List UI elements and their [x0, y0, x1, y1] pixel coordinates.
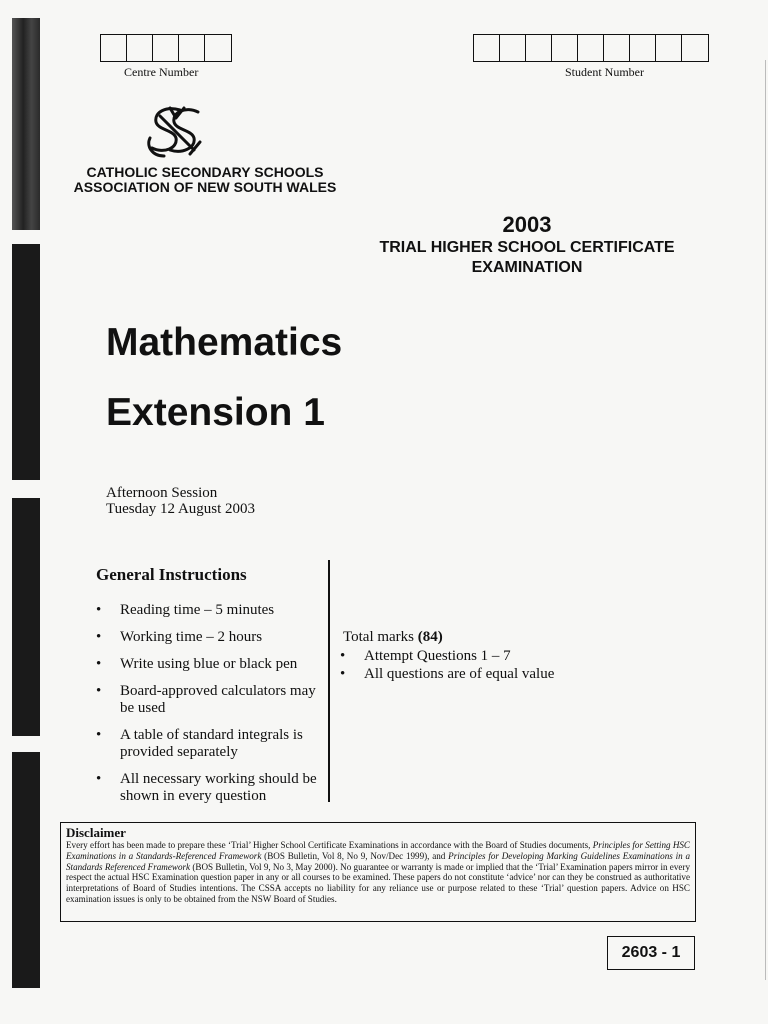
instruction-item: [96, 629, 328, 646]
instruction-line: • All necessary working should be: [120, 771, 317, 787]
instruction-line: be used: [120, 700, 166, 716]
number-box[interactable]: [153, 35, 179, 61]
instruction-item: [96, 602, 328, 619]
disclaimer-heading: Disclaimer: [66, 825, 126, 840]
student-number-label: Student Number: [565, 65, 644, 79]
total-marks-label: Total marks: [343, 629, 415, 645]
disclaimer-text-3: (BOS Bulletin, Vol 9, No 3, May 2000). No guarantee or warranty is made or implied that the ‘Trial’ Examination papers mirror in every respect the actual HSC Examination question paper in any or all courses to be examined. These papers do not constitute ‘advice’ nor can they be construed as authoritative interpretations of Board of Studies intentions. The CSSA accepts no liability for any reliance use or purpose related to these ‘Trial’ question papers. Advice on HSC examination issues is only to be obtained from the NSW Board of Studies.: [66, 861, 690, 904]
number-box[interactable]: [682, 35, 708, 61]
number-box[interactable]: [101, 35, 127, 61]
number-box[interactable]: [205, 35, 231, 61]
disclaimer-text-2: (BOS Bulletin, Vol 8, No 9, Nov/Dec 1999), and: [261, 850, 449, 861]
subject-line-2: Extension 1: [106, 391, 325, 434]
column-divider: [328, 560, 330, 802]
association-line-2: ASSOCIATION OF NEW SOUTH WALES: [73, 179, 337, 195]
instruction-line: • Write using blue or black pen: [120, 656, 298, 672]
session-label: Afternoon Session: [106, 485, 218, 501]
instruction-item: [96, 727, 328, 761]
cssa-logo-icon: [140, 102, 212, 162]
instruction-item: [96, 683, 328, 717]
subject-line-1: Mathematics: [106, 321, 343, 364]
disclaimer-text: [66, 840, 690, 905]
disclaimer-doc-1: Principles for Setting HSC Examinations in a Standards-Referenced Framework: [66, 840, 690, 861]
student-number-boxes[interactable]: [473, 34, 709, 62]
subject-title: [106, 308, 342, 448]
exam-title-line-1: TRIAL HIGHER SCHOOL CERTIFICATE: [379, 239, 675, 256]
number-box[interactable]: [500, 35, 526, 61]
scan-edge-top: [12, 18, 40, 230]
disclaimer-box: [60, 822, 696, 922]
number-box[interactable]: [604, 35, 630, 61]
instruction-item: [96, 656, 328, 673]
total-marks-item: • Attempt Questions 1 – 7: [340, 647, 670, 665]
number-box[interactable]: [656, 35, 682, 61]
general-instructions-heading: General Instructions: [96, 565, 247, 584]
exam-date: Tuesday 12 August 2003: [106, 501, 256, 517]
exam-heading: [330, 212, 724, 278]
centre-number-label: Centre Number: [124, 65, 199, 79]
total-marks-list: [340, 647, 670, 683]
instruction-item: [96, 771, 328, 805]
number-box[interactable]: [474, 35, 500, 61]
scan-edge-right: [765, 60, 766, 980]
general-instructions-list: [96, 602, 328, 815]
number-box[interactable]: [578, 35, 604, 61]
number-box[interactable]: [179, 35, 205, 61]
total-marks-value: (84): [417, 629, 443, 645]
disclaimer-doc-2: Principles for Developing Marking Guidelines Examinations in a Standards Referenced Framework: [66, 850, 690, 872]
scan-edge-middle: [12, 498, 40, 736]
scan-edge-upper: [12, 244, 40, 480]
scan-edge-lower: [12, 752, 40, 988]
instruction-line: shown in every question: [120, 788, 267, 804]
instruction-line: • Working time – 2 hours: [120, 629, 263, 645]
total-marks: [343, 629, 443, 646]
session-info: [106, 485, 255, 517]
association-name: [60, 165, 350, 195]
instruction-line: • A table of standard integrals is: [120, 727, 303, 743]
total-marks-item: • All questions are of equal value: [340, 665, 670, 683]
number-box[interactable]: [552, 35, 578, 61]
centre-number-boxes[interactable]: [100, 34, 232, 62]
instruction-line: provided separately: [120, 744, 238, 760]
number-box[interactable]: [526, 35, 552, 61]
paper-code: 2603 - 1: [607, 936, 695, 970]
exam-year: 2003: [502, 212, 552, 237]
instruction-line: • Reading time – 5 minutes: [120, 602, 275, 618]
instruction-line: • Board-approved calculators may: [120, 683, 316, 699]
association-line-1: CATHOLIC SECONDARY SCHOOLS: [86, 164, 324, 180]
number-box[interactable]: [127, 35, 153, 61]
exam-title-line-2: EXAMINATION: [471, 259, 583, 276]
number-box[interactable]: [630, 35, 656, 61]
disclaimer-text-1: Every effort has been made to prepare these ‘Trial’ Higher School Certificate Examinations in accordance with the Board of Studies documents,: [66, 840, 593, 850]
